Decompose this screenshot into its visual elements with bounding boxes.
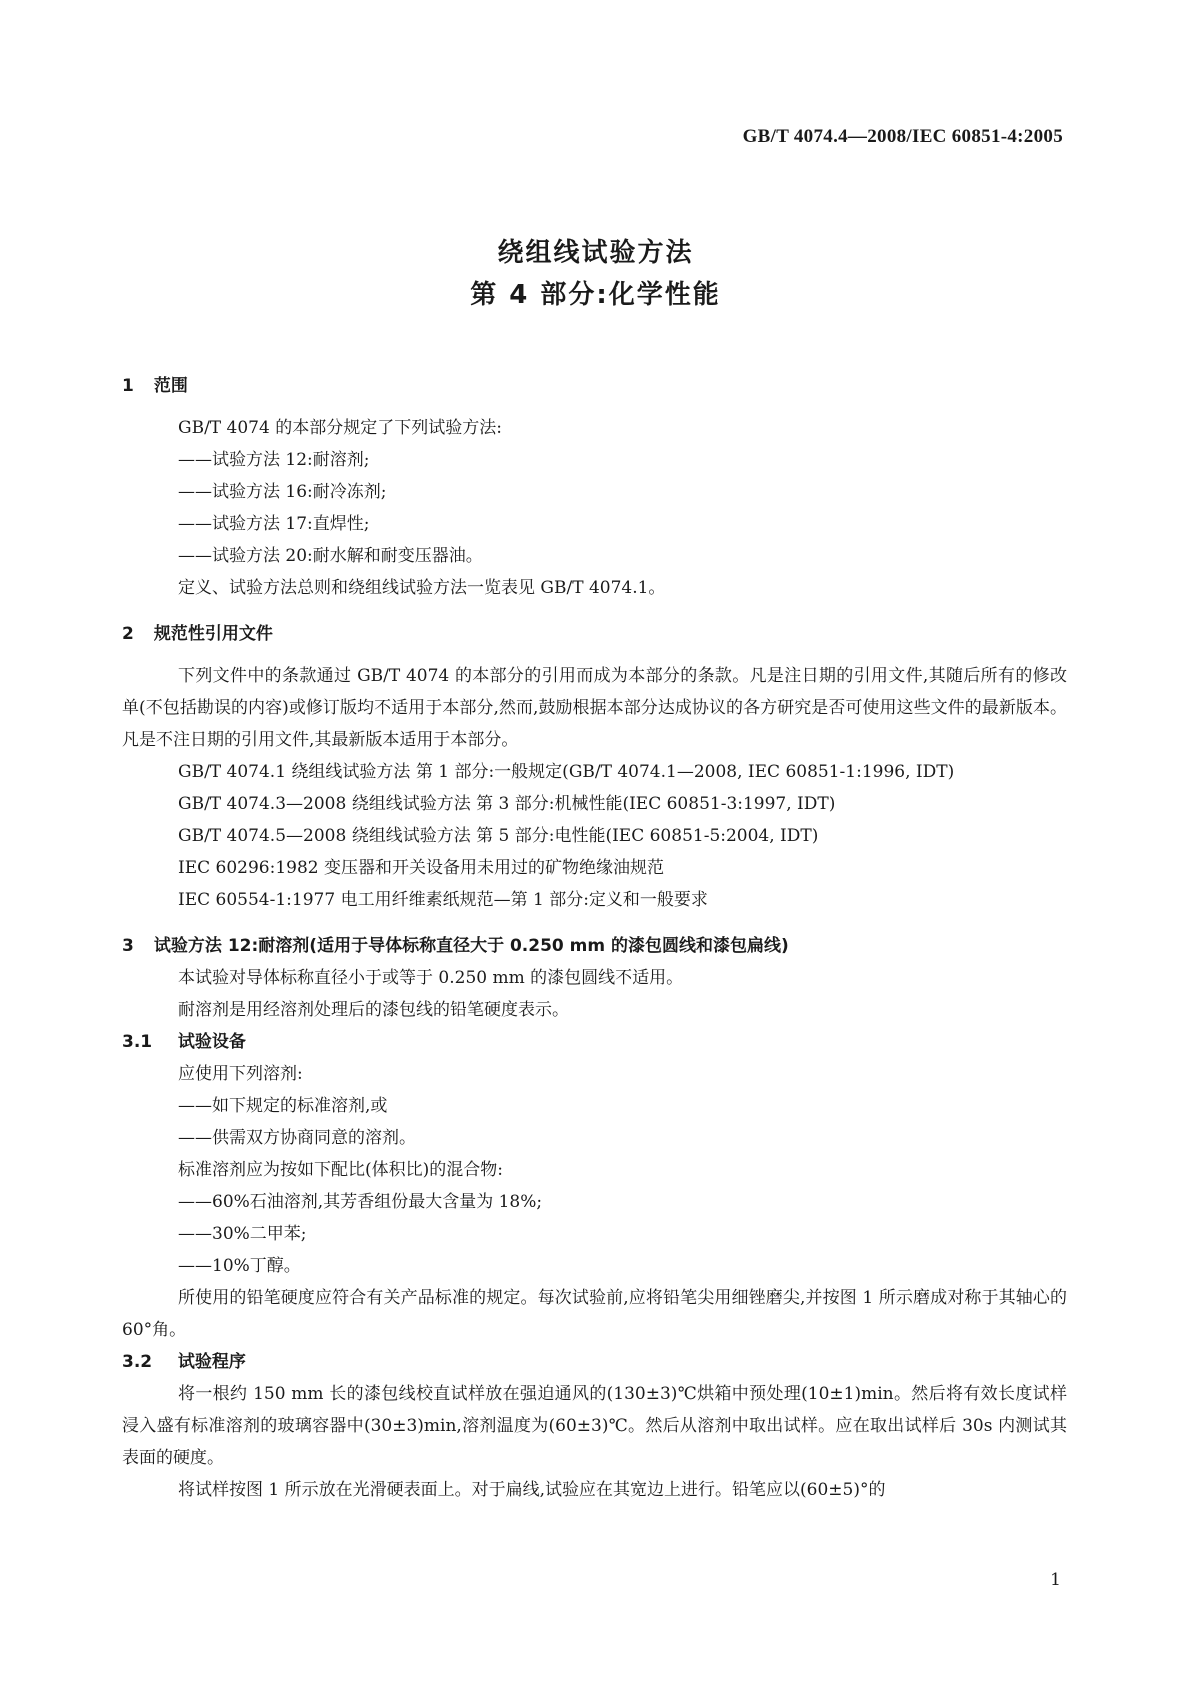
list-item: ——30%二甲苯; (178, 1224, 307, 1244)
section-number: 3.2 (122, 1352, 153, 1372)
list-item: ——供需双方协商同意的溶剂。 (178, 1128, 416, 1148)
paragraph: GB/T 4074 的本部分规定了下列试验方法: (178, 418, 502, 438)
paragraph: 所使用的铅笔硬度应符合有关产品标准的规定。每次试验前,应将铅笔尖用细锉磨尖,并按图 1 所示磨成对称于其轴心的 60°角。 (122, 1288, 1067, 1340)
list-item: ——10%丁醇。 (178, 1256, 301, 1276)
list-item: ——试验方法 12:耐溶剂; (178, 450, 370, 470)
list-item: ——试验方法 16:耐冷冻剂; (178, 482, 387, 502)
reference-item: GB/T 4074.5—2008 绕组线试验方法 第 5 部分:电性能(IEC 60851-5:2004, IDT) (178, 826, 819, 846)
reference-item: IEC 60554-1:1977 电工用纤维素纸规范—第 1 部分:定义和一般要求 (178, 890, 708, 910)
section-3-1-heading (122, 1026, 1067, 1058)
paragraph: 将一根约 150 mm 长的漆包线校直试样放在强迫通风的(130±3)℃烘箱中预处理(10±1)min。然后将有效长度试样浸入盛有标准溶剂的玻璃容器中(30±3)min,溶剂温度为(60±3)℃。然后从溶剂中取出试样。应在取出试样后 30s 内测试其表面的硬度。 (122, 1384, 1067, 1468)
section-title: 试验程序 (177, 1352, 246, 1372)
paragraph: 标准溶剂应为按如下配比(体积比)的混合物: (178, 1160, 503, 1180)
reference-item: GB/T 4074.3—2008 绕组线试验方法 第 3 部分:机械性能(IEC 60851-3:1997, IDT) (178, 794, 836, 814)
section-title: 试验方法 12:耐溶剂(适用于导体标称直径大于 0.250 mm 的漆包圆线和漆包扁线) (153, 936, 789, 956)
section-number: 3.1 (122, 1032, 153, 1052)
reference-item: IEC 60296:1982 变压器和开关设备用未用过的矿物绝缘油规范 (178, 858, 665, 878)
section-title: 范围 (153, 376, 188, 396)
paragraph: 下列文件中的条款通过 GB/T 4074 的本部分的引用而成为本部分的条款。凡是注日期的引用文件,其随后所有的修改单(不包括勘误的内容)或修订版均不适用于本部分,然而,鼓励根据本部分达成协议的各方研究是否可使用这些文件的最新版本。凡是不注日期的引用文件,其最新版本适用于本部分。 (122, 666, 1067, 750)
document-body (122, 366, 1067, 1506)
section-number: 1 (122, 376, 134, 396)
document-title-line2: 第 4 部分:化学性能 (470, 280, 721, 310)
paragraph: 定义、试验方法总则和绕组线试验方法一览表见 GB/T 4074.1。 (178, 578, 666, 598)
standard-code: GB/T 4074.4—2008/IEC 60851-4:2005 (742, 126, 1063, 147)
paragraph: 应使用下列溶剂: (178, 1064, 303, 1084)
reference-item: GB/T 4074.1 绕组线试验方法 第 1 部分:一般规定(GB/T 4074.1—2008, IEC 60851-1:1996, IDT) (178, 762, 955, 782)
section-1-heading (122, 370, 1067, 402)
paragraph: 将试样按图 1 所示放在光滑硬表面上。对于扁线,试验应在其宽边上进行。铅笔应以(60±5)°的 (178, 1480, 886, 1500)
section-3-2-heading (122, 1346, 1067, 1378)
list-item: ——60%石油溶剂,其芳香组份最大含量为 18%; (178, 1192, 543, 1212)
paragraph: 耐溶剂是用经溶剂处理后的漆包线的铅笔硬度表示。 (178, 1000, 569, 1020)
paragraph: 本试验对导体标称直径小于或等于 0.250 mm 的漆包圆线不适用。 (178, 968, 684, 988)
section-number: 2 (122, 624, 134, 644)
section-title: 规范性引用文件 (153, 624, 273, 644)
section-number: 3 (122, 936, 134, 956)
document-title-line1: 绕组线试验方法 (497, 238, 694, 268)
list-item: ——试验方法 20:耐水解和耐变压器油。 (178, 546, 483, 566)
list-item: ——如下规定的标准溶剂,或 (178, 1096, 388, 1116)
section-2-heading (122, 618, 1067, 650)
section-3-heading (122, 930, 1067, 962)
list-item: ——试验方法 17:直焊性; (178, 514, 370, 534)
section-title: 试验设备 (177, 1032, 246, 1052)
page-number: 1 (1050, 1570, 1061, 1590)
